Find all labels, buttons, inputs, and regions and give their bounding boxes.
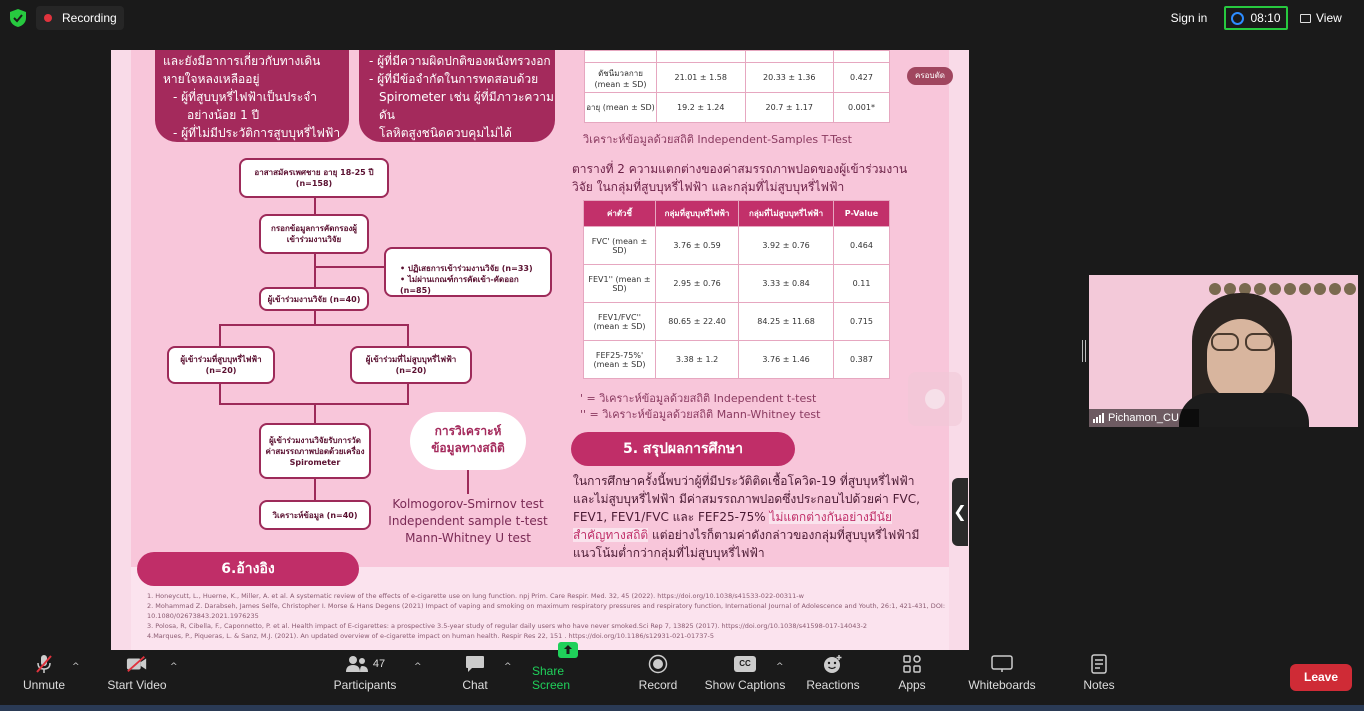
reference-item: 1. Honeycutt, L., Huerne, K., Miller, A. et al. A systematic review of the effects of e-cigarette use on lung function. npj Prim. Care Respir. Med. 32, 45 (2022). https://doi.org/10.1038/s41533-022-00311-w (147, 592, 804, 600)
table-cell: FEV1/FVC'' (mean ± SD) (584, 303, 656, 341)
participant-name: Pichamon_CU (1108, 412, 1179, 424)
chevron-up-icon[interactable]: ^ (170, 662, 178, 672)
apps-label: Apps (898, 678, 926, 692)
table-row (585, 51, 890, 63)
table-cell: 3.76 ± 1.46 (739, 341, 834, 379)
card1-line: หายใจหลงเหลืออยู่ (163, 72, 260, 86)
flow-connector (314, 478, 316, 500)
table-cell: 0.715 (834, 303, 890, 341)
flow-connector (314, 266, 384, 268)
participant-video[interactable] (1089, 275, 1358, 427)
table-cell: FEF25-75%' (mean ± SD) (584, 341, 656, 379)
table-row (584, 265, 890, 303)
conclusion-highlight: ไม่แตกต่างกันอย่างมีนัยสำคัญทางสถิติ (573, 510, 893, 542)
conclusion-text-a: ในการศึกษาครั้งนี้พบว่าผู้ที่มีประวัติติดเชื้อโควิด-19 ที่สูบบุหรี่ไฟฟ้าและไม่สูบบุหรี่ไฟฟ้า มีค่าสมรรถภาพปอดซึ่งประกอบไปด้วยค่า FVC, FEV1, FEV1/FVC และ FEF25-75% (573, 474, 920, 524)
flow-connector (219, 384, 221, 404)
whiteboards-button[interactable] (966, 654, 1038, 704)
conclusion-heading: 5. สรุปผลการศึกษา (571, 432, 795, 466)
glasses-icon (1211, 333, 1273, 351)
chevron-left-icon: ❮ (953, 502, 967, 521)
statistical-methods-list (378, 496, 558, 547)
card2-line: โลหิตสูงชนิดควบคุมไม่ได้ (379, 126, 512, 140)
stat-bubble-line: ข้อมูลทางสถิติ (431, 441, 505, 455)
card2-line: - ผู้ที่มีข้อจำกัดในการทดสอบด้วย (369, 72, 539, 86)
excluded-reason: • ปฏิเสธการเข้าร่วมงานวิจัย (n=33) (400, 264, 533, 273)
logo-icon (1329, 283, 1341, 295)
table-header: P-Value (834, 201, 890, 227)
cropped-badge[interactable]: ครอบตัด (907, 67, 953, 85)
lung-function-table (583, 200, 890, 379)
flow-spirometer-box: ผู้เข้าร่วมงานวิจัยรับการวัดค่าสมรรถภาพปอดด้วยเครื่อง Spirometer (259, 423, 371, 479)
flow-connector (314, 310, 316, 324)
chevron-up-icon[interactable]: ^ (776, 662, 784, 672)
view-label: View (1316, 11, 1342, 25)
stat-bubble-line: การวิเคราะห์ (434, 424, 502, 438)
recording-indicator[interactable] (36, 6, 124, 30)
participants-label: Participants (333, 678, 397, 692)
reference-item: 3. Polosa, R, Cibella, F., Caponnetto, P. et al. Health impact of E-cigarettes: a prospective 3.5-year study of regular daily users who have never smoked.Sci Rep 7, 13825 (2017). https://doi.org/10.1038/s41598-017-14043-2 (147, 622, 868, 630)
record-button[interactable] (636, 654, 680, 704)
chevron-up-icon[interactable]: ^ (504, 662, 512, 672)
logo-icon (1344, 283, 1356, 295)
record-dot-icon (44, 14, 52, 22)
apps-icon (901, 655, 923, 673)
card1-line: และยังมีอาการเกี่ยวกับทางเดิน (163, 54, 321, 68)
flow-connector (219, 324, 221, 346)
card1-item: อย่างน้อย 1 ปี (187, 108, 260, 122)
table-cell: 0.387 (834, 341, 890, 379)
table-row (584, 303, 890, 341)
reactions-icon (822, 655, 844, 673)
chat-button[interactable] (455, 654, 495, 704)
whiteboards-label: Whiteboards (968, 678, 1036, 692)
method-item: Mann-Whitney U test (405, 531, 531, 545)
flow-connector (407, 324, 409, 346)
meeting-toolbar (0, 654, 1364, 711)
flow-participants-box: ผู้เข้าร่วมงานวิจัย (n=40) (259, 287, 369, 311)
muted-mic-icon (33, 655, 55, 673)
logo-icon (1254, 283, 1266, 295)
table-cell: 80.65 ± 22.40 (656, 303, 739, 341)
participants-button[interactable] (332, 654, 398, 704)
card1-item: - ผู้ที่สูบบุหรี่ไฟฟ้าเป็นประจำ (173, 90, 317, 104)
references-heading: 6.อ้างอิง (137, 552, 359, 586)
statistical-analysis-bubble (410, 412, 526, 470)
table-cell: 19.2 ± 1.24 (657, 93, 746, 123)
collapse-panel-button[interactable] (952, 478, 968, 546)
video-off-icon (126, 655, 148, 673)
table-header: กลุ่มที่สูบบุหรี่ไฟฟ้า (656, 201, 739, 227)
resize-handle[interactable] (1082, 340, 1086, 362)
table-cell: 0.427 (834, 63, 890, 93)
table-cell: 0.11 (834, 265, 890, 303)
shield-icon[interactable] (8, 8, 28, 28)
conclusion-text-b: แต่อย่างไรก็ตามค่าดังกล่าวของกลุ่มที่สูบบุหรี่ไฟฟ้ามีแนวโน้มต่ำกว่ากลุ่มที่ไม่สูบบุหรี่ไฟฟ้า (573, 528, 920, 560)
flow-nonsmokers-box: ผู้เข้าร่วมที่ไม่สูบบุหรี่ไฟฟ้า (n=20) (350, 346, 472, 384)
table-cell (657, 51, 746, 63)
table-cell: 0.464 (834, 227, 890, 265)
method-item: Independent sample t-test (388, 514, 548, 528)
signal-bars-icon (1093, 413, 1104, 423)
logo-icon (1314, 283, 1326, 295)
flow-analysis-box: วิเคราะห์ข้อมูล (n=40) (259, 500, 371, 530)
method-item: Kolmogorov-Smirnov test (392, 497, 544, 511)
apps-button[interactable] (896, 654, 928, 704)
table-cell: 84.25 ± 11.68 (739, 303, 834, 341)
show-captions-button[interactable] (704, 654, 786, 704)
table-cell: 20.33 ± 1.36 (745, 63, 834, 93)
flow-connector (407, 384, 409, 404)
table-cell (585, 51, 657, 63)
logo-icon (1269, 283, 1281, 295)
table-cell (745, 51, 834, 63)
flow-screening-box: กรอกข้อมูลการคัดกรองผู้เข้าร่วมงานวิจัย (259, 214, 369, 254)
logo-icon (1284, 283, 1296, 295)
table-cell: 3.76 ± 0.59 (656, 227, 739, 265)
whiteboard-icon (991, 655, 1013, 673)
meeting-timer[interactable] (1224, 6, 1288, 30)
view-grid-icon (1300, 14, 1311, 23)
reactions-label: Reactions (806, 678, 860, 692)
show-captions-label: Show Captions (704, 678, 786, 692)
captions-icon (734, 655, 756, 673)
table-cell: 3.92 ± 0.76 (739, 227, 834, 265)
reference-item: 4.Marques, P., Piqueras, L. & Sanz, M.J. (2021). An updated overview of e-cigarette impact on human health. Respir Res 22, 151 . https://doi.org/10.1186/s12931-021-01737-5 (147, 632, 714, 640)
captions-badge: CC (734, 656, 756, 672)
share-screen-label: Share Screen (532, 664, 571, 692)
leave-button[interactable]: Leave (1290, 664, 1352, 691)
logo-icon (1209, 283, 1221, 295)
table2-note: '' = วิเคราะห์ข้อมูลด้วยสถิติ Mann-Whitney test (580, 408, 821, 421)
table2-title: ตารางที่ 2 ความแตกต่างของค่าสมรรถภาพปอดของผู้เข้าร่วมงานวิจัย ในกลุ่มที่สูบบุหรี่ไฟฟ้า และกลุ่มที่ไม่สูบบุหรี่ไฟฟ้า (572, 162, 908, 194)
table-row (584, 227, 890, 265)
demographics-table (584, 50, 890, 123)
logo-icon (1299, 283, 1311, 295)
table-cell: 20.7 ± 1.17 (745, 93, 834, 123)
table-cell: 3.38 ± 1.2 (656, 341, 739, 379)
floating-control-button[interactable] (908, 372, 962, 426)
research-poster (131, 50, 949, 650)
participant-face (1207, 319, 1275, 401)
card1-item: - ผู้ที่ไม่มีประวัติการสูบบุหรี่ไฟฟ้า (173, 126, 341, 140)
os-taskbar (0, 705, 1364, 711)
table-header: กลุ่มที่ไม่สูบบุหรี่ไฟฟ้า (739, 201, 834, 227)
table-cell: 0.001* (834, 93, 890, 123)
table-cell (834, 51, 890, 63)
start-video-button[interactable] (104, 654, 170, 704)
conclusion-text (573, 472, 921, 562)
excluded-reason: • ไม่ผ่านเกณฑ์การคัดเข้า-คัดออก (n=85) (400, 275, 519, 295)
table-row (585, 93, 890, 123)
reactions-button[interactable] (804, 654, 862, 704)
flow-smokers-box: ผู้เข้าร่วมที่สูบบุหรี่ไฟฟ้า (n=20) (167, 346, 275, 384)
reference-item: 2. Mohammad Z. Darabseh, James Selfe, Christopher I. Morse & Hans Degens (2021) Impact of vaping and smoking on maximum respiratory pressures and respiratory function, International Journal of Adolescence and Youth, 26:1, 421-431, DOI: 10.1080/02673843.2021.1976235 (147, 602, 946, 620)
table-cell: 21.01 ± 1.58 (657, 63, 746, 93)
start-video-label: Start Video (107, 678, 167, 692)
view-button[interactable] (1300, 8, 1358, 28)
unmute-button[interactable] (14, 654, 74, 704)
meeting-top-bar (0, 0, 1364, 36)
table1-note: วิเคราะห์ข้อมูลด้วยสถิติ Independent-Samples T-Test (583, 133, 852, 146)
share-screen-button[interactable] (532, 654, 604, 704)
table-header: ค่าตัวชี้ (584, 201, 656, 227)
participants-count: 47 (372, 658, 386, 670)
inclusion-criteria-card (155, 50, 349, 142)
notes-label: Notes (1083, 678, 1115, 692)
table-row (585, 63, 890, 93)
table-row (584, 341, 890, 379)
card2-line: - ผู้ที่มีความผิดปกติของผนังทรวงอก (369, 54, 551, 68)
share-screen-icon (557, 641, 579, 659)
participants-icon (343, 655, 387, 673)
notes-icon (1088, 655, 1110, 673)
chevron-up-icon[interactable]: ^ (414, 662, 422, 672)
unmute-label: Unmute (22, 678, 66, 692)
participant-name-tag (1089, 409, 1199, 427)
table-cell: 3.33 ± 0.84 (739, 265, 834, 303)
table2-notes (580, 391, 820, 423)
table-header-row (584, 201, 890, 227)
record-label: Record (638, 678, 678, 692)
table-cell: อายุ (mean ± SD) (585, 93, 657, 123)
flow-connector (314, 198, 316, 214)
card2-line: Spirometer เช่น ผู้ที่มีภาวะความดัน (379, 90, 554, 122)
chat-label: Chat (462, 678, 488, 692)
table-cell: ดัชนีมวลกาย (mean ± SD) (585, 63, 657, 93)
recording-label: Recording (62, 11, 117, 25)
flow-connector (314, 403, 316, 423)
table2-note: ' = วิเคราะห์ข้อมูลด้วยสถิติ Independent t-test (580, 392, 817, 405)
shared-screen (111, 50, 969, 650)
notes-button[interactable] (1080, 654, 1118, 704)
chat-icon (464, 655, 486, 673)
timer-icon (1231, 12, 1244, 25)
flow-connector (219, 324, 409, 326)
flow-excluded-box (384, 247, 552, 297)
sign-in-button[interactable]: Sign in (1170, 11, 1208, 25)
timer-value: 08:10 (1250, 11, 1281, 25)
record-icon (647, 655, 669, 673)
table-cell: 2.95 ± 0.76 (656, 265, 739, 303)
exclusion-criteria-card (359, 50, 555, 142)
flow-volunteers-box: อาสาสมัครเพศชาย อายุ 18-25 ปี (n=158) (239, 158, 389, 198)
chevron-up-icon[interactable]: ^ (72, 662, 80, 672)
table-cell: FVC' (mean ± SD) (584, 227, 656, 265)
table-cell: FEV1'' (mean ± SD) (584, 265, 656, 303)
